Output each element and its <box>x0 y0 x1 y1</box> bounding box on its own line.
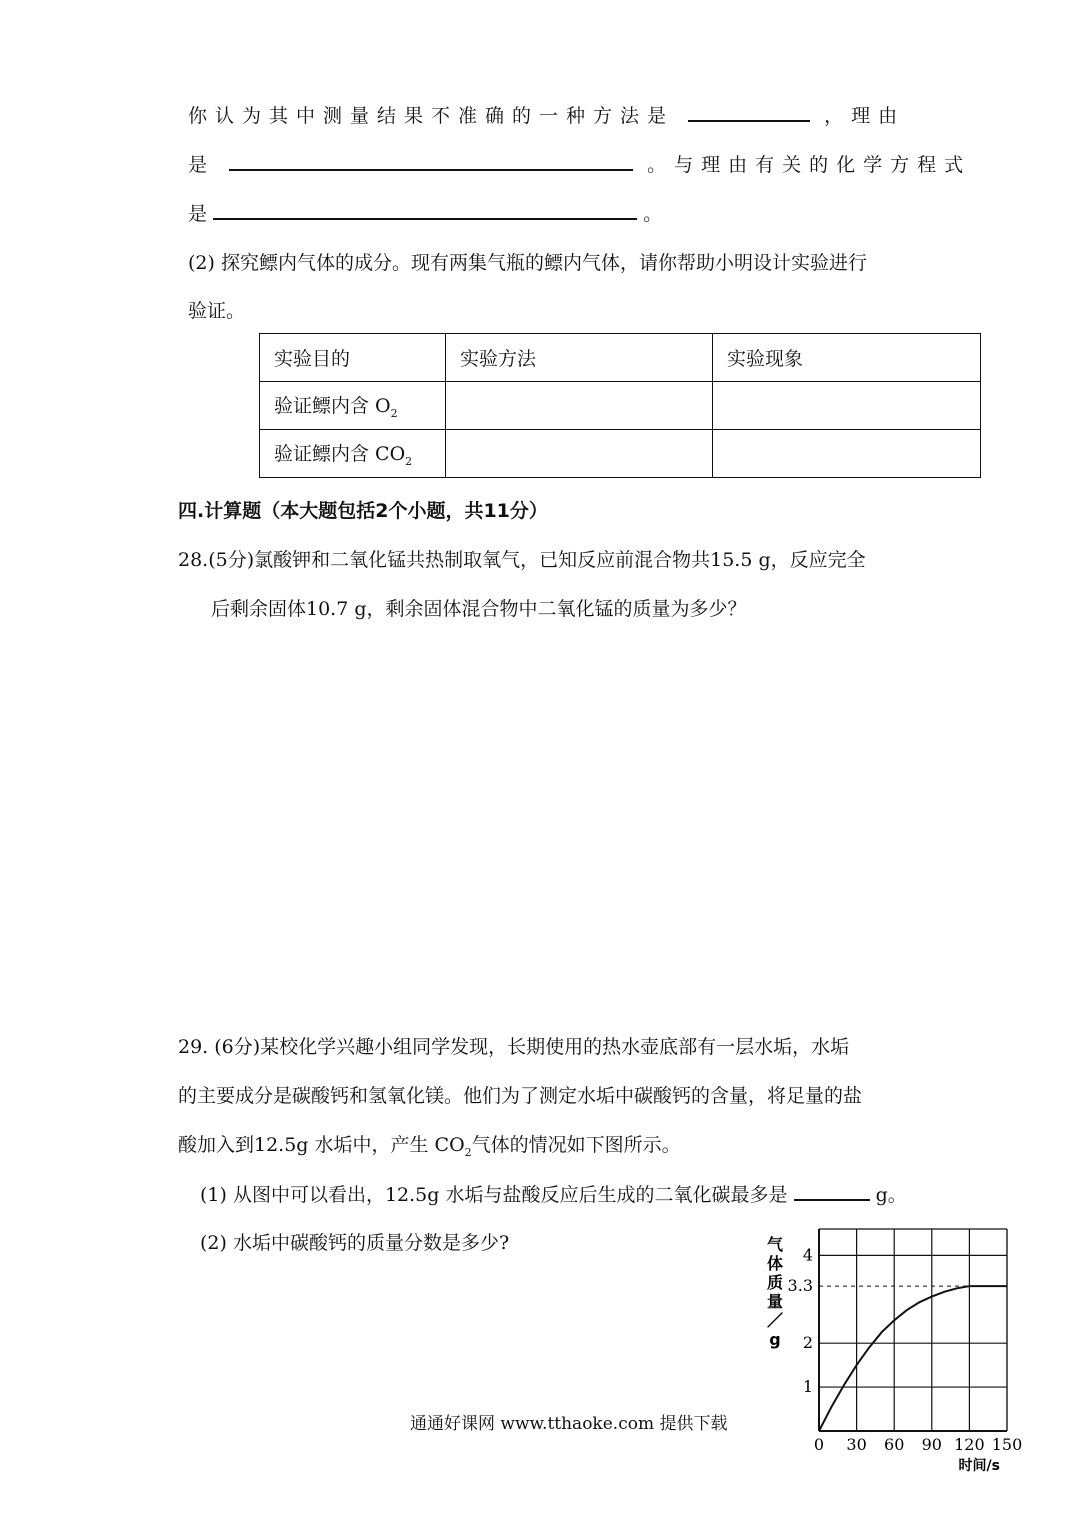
chart-x-tick-label: 90 <box>921 1435 942 1454</box>
chart-x-tick-label: 0 <box>813 1435 825 1454</box>
q28-line2: 后剩余固体10.7 g，剩余固体混合物中二氧化锰的质量为多少？ <box>211 598 747 620</box>
table-cell-purpose: 验证鳔内含 $O_2$ <box>260 382 446 430</box>
q29-line3: 酸加入到12.5g 水垢中，产生 $CO_2$气体的情况如下图所示。 <box>178 1134 681 1159</box>
q28-line1: 28.(5分)氯酸钾和二氧化锰共热制取氧气，已知反应前混合物共15.5 g，反应完全 <box>178 549 866 571</box>
q29-sub1: (1) 从图中可以看出，12.5g 水垢与盐酸反应后生成的二氧化碳最多是 g。 <box>200 1179 907 1207</box>
chart-y-tick-label: 1 <box>802 1377 813 1397</box>
chart-y-tick-label: 4 <box>802 1245 813 1265</box>
q27-line1-tail: ，理由 <box>824 105 906 127</box>
q27-line3-tail: 。 <box>643 203 663 225</box>
q27-line2-head: 是 <box>188 154 216 176</box>
chart-axes <box>819 1229 1007 1431</box>
chart-x-tick-label: 120 <box>954 1435 985 1454</box>
chart-x-label: 时间/s <box>958 1458 1000 1474</box>
table-header-method: 实验方法 <box>446 334 713 382</box>
chart-grid <box>819 1229 1007 1431</box>
table-cell-purpose: 验证鳔内含 $CO_2$ <box>260 430 446 478</box>
q29-line2: 的主要成分是碳酸钙和氢氧化镁。他们为了测定水垢中碳酸钙的含量，将足量的盐 <box>178 1085 863 1107</box>
q29-line1: 29. (6分)某校化学兴趣小组同学发现，长期使用的热水壶底部有一层水垢，水垢 <box>178 1036 850 1058</box>
chart-series-line <box>819 1286 1007 1431</box>
q27-line2-tail: 。与理由有关的化学方程式 <box>647 154 972 176</box>
chart-x-tick-label: 60 <box>884 1435 905 1454</box>
chart-y-label-char: g <box>769 1330 781 1349</box>
chart-y-label-char: ／ <box>766 1311 784 1330</box>
chart-y-label-char: 量 <box>766 1292 784 1311</box>
chart-x-tick-label: 30 <box>846 1435 867 1454</box>
q27-part2-line1: (2) 探究鳔内气体的成分。现有两集气瓶的鳔内气体，请你帮助小明设计实验进行 <box>188 252 867 274</box>
q27-line1-text: 你认为其中测量结果不准确的一种方法是 <box>188 105 675 127</box>
table-header-purpose: 实验目的 <box>260 334 446 382</box>
chart-y-label-char: 体 <box>766 1254 784 1273</box>
q29-sub2: (2) 水垢中碳酸钙的质量分数是多少? <box>200 1232 510 1254</box>
chart-x-tick-label: 150 <box>991 1435 1023 1454</box>
chart-y-tick-label: 2 <box>802 1333 813 1353</box>
chart-y-label-char: 质 <box>766 1273 784 1292</box>
chart-y-tick-label: 3.3 <box>787 1276 813 1296</box>
footer-source: 通通好课网 www.tthaoke.com 提供下载 <box>410 1414 728 1434</box>
chart-y-label-char: 气 <box>766 1235 784 1254</box>
q27-part2-line2: 验证。 <box>188 300 246 322</box>
q27-line3-head: 是 <box>188 203 208 225</box>
table-header-phenomenon: 实验现象 <box>713 334 981 382</box>
section-title: 四.计算题（本大题包括2个小题，共11分） <box>178 500 548 522</box>
